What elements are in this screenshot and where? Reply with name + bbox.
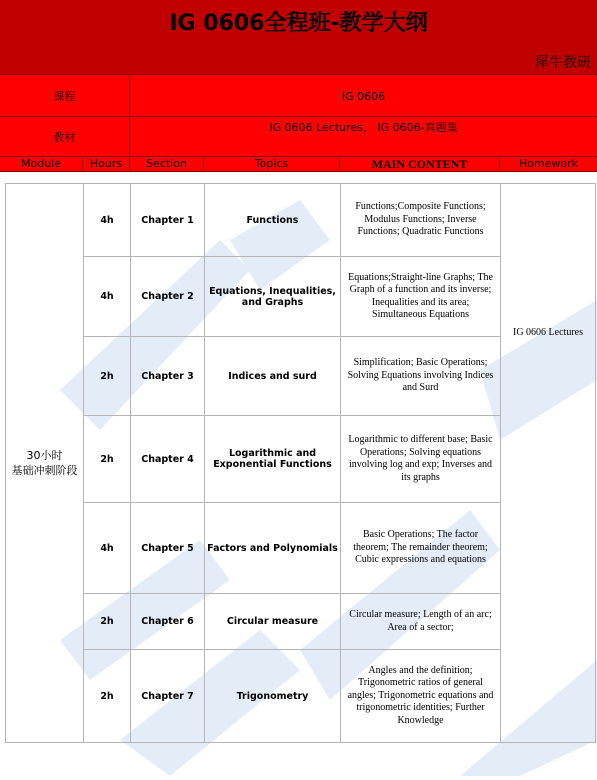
module-hours: 30小时 [26,449,63,462]
page-title: IG 0606全程班-教学大纲 [169,11,428,36]
textbook-row [0,116,597,157]
row4-content: Logarithmic to different base; Basic Operations; Solving equations involving log and exp; Inverses and its graphs [348,434,493,483]
homework-cell: IG 0606 Lectures [513,326,583,338]
row4-hours: 2h [100,453,114,465]
row3-hours: 2h [100,370,114,382]
course-value: IG 0606 [341,89,386,103]
course-label: 课程 [0,75,130,117]
row2-topic: Equations, Inequalities, and Graphs [209,285,336,308]
col-hours: Hours [83,157,130,171]
row3-section: Chapter 3 [141,370,194,382]
row6-section: Chapter 6 [141,616,194,627]
col-topics: Topics [204,157,340,171]
row7-hours: 2h [100,690,114,702]
row5-hours: 4h [100,542,114,554]
col-main-content: MAIN CONTENT [340,157,500,171]
row1-hours: 4h [100,214,114,226]
course-row [0,74,597,117]
row1-section: Chapter 1 [141,214,194,226]
row7-content: Angles and the definition; Trigonometric ratios of general angles; Trigonometric equations and trigonometric identities; Further Knowledge [347,664,494,726]
row3-content: Simplification; Basic Operations; Solving Equations involving Indices and Surd [347,357,494,394]
row3-topic: Indices and surd [228,370,317,382]
row2-content: Equations;Straight-line Graphs; The Graph of a function and its inverse; Inequalities and its area; Simultaneous Equations [348,271,493,320]
syllabus-table [5,183,596,743]
row6-hours: 2h [100,616,114,627]
row7-section: Chapter 7 [141,690,194,702]
textbook-value: IG 0606 Lectures， IG 0606-真题集 [269,121,458,134]
row5-content: Basic Operations; The factor theorem; The remainder theorem; Cubic expressions and equations [353,529,488,566]
row2-section: Chapter 2 [141,291,194,302]
module-stage: 基础冲刺阶段 [11,464,78,477]
row5-section: Chapter 5 [141,542,194,554]
row6-content: Circular measure; Length of an arc; Area of a sector; [349,609,492,633]
header-banner [0,0,597,74]
row1-topic: Functions [246,214,299,226]
row1-content: Functions;Composite Functions; Modulus Functions; Inverse Functions; Quadratic Functions [355,201,486,238]
row5-topic: Factors and Polynomials [207,542,338,554]
col-homework: Homework [518,157,579,170]
col-module: Module [0,157,83,171]
row6-topic: Circular measure [226,616,319,627]
row4-topic: Logarithmic and Exponential Functions [213,448,332,470]
brand-label: 犀牛教研 [535,55,591,71]
col-section: Section [130,157,204,171]
row4-section: Chapter 4 [141,453,194,465]
column-header-row [0,156,597,172]
module-cell [6,184,83,742]
row7-topic: Trigonometry [236,690,309,702]
row2-hours: 4h [100,291,114,302]
textbook-label: 教材 [0,117,130,157]
